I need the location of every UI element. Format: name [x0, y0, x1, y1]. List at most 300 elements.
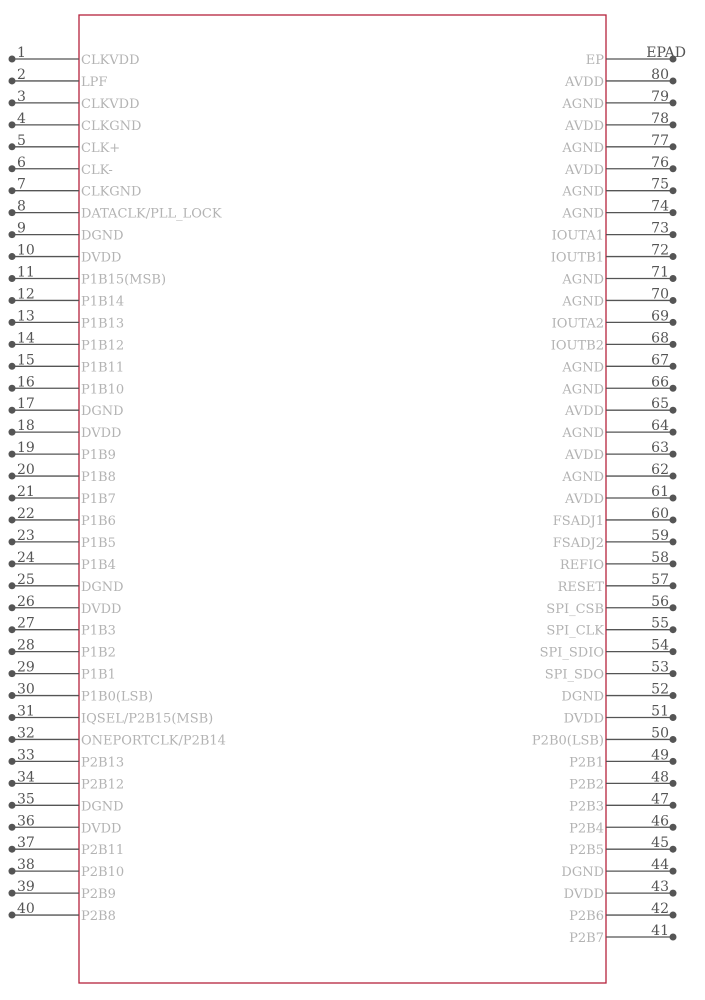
- pin-number: 19: [17, 440, 35, 457]
- pin-number: 75: [651, 176, 669, 193]
- pin-endpoint-dot: [9, 582, 16, 589]
- pin-name: CLK-: [81, 162, 113, 178]
- pin-name: DVDD: [81, 601, 122, 617]
- pin-number: 34: [17, 769, 35, 786]
- pin-number: 53: [651, 659, 669, 676]
- right-pin: [551, 330, 677, 353]
- pin-name: DGND: [81, 404, 124, 420]
- pin-endpoint-dot: [9, 824, 16, 831]
- pin-number: 58: [651, 549, 669, 566]
- component-body: [79, 15, 606, 983]
- pin-endpoint-dot: [670, 451, 677, 458]
- pin-endpoint-dot: [670, 802, 677, 809]
- pin-number: 3: [17, 88, 26, 105]
- pin-number: 28: [17, 637, 35, 654]
- left-pin: [9, 901, 116, 924]
- left-pin: [9, 67, 108, 90]
- pin-name: AGND: [562, 96, 604, 112]
- pin-endpoint-dot: [670, 165, 677, 172]
- pin-name: AGND: [562, 206, 604, 222]
- pin-endpoint-dot: [670, 934, 677, 941]
- pin-endpoint-dot: [670, 758, 677, 765]
- pin-endpoint-dot: [9, 670, 16, 677]
- left-pin: [9, 462, 116, 485]
- pin-name: DVDD: [81, 250, 122, 266]
- left-pin: [9, 133, 121, 156]
- pin-name: DGND: [81, 228, 124, 244]
- pin-endpoint-dot: [9, 165, 16, 172]
- left-pin: [9, 725, 226, 748]
- left-pin: [9, 616, 116, 639]
- pin-number: 50: [651, 725, 669, 742]
- pin-name: P1B1: [81, 667, 116, 683]
- pin-number: 5: [17, 132, 26, 149]
- pin-name: P1B12: [81, 338, 125, 354]
- pin-name: P2B1: [569, 755, 604, 771]
- pin-number: 56: [651, 593, 669, 610]
- pin-number: 49: [651, 747, 669, 764]
- pin-name: CLK+: [81, 140, 121, 156]
- pin-endpoint-dot: [9, 385, 16, 392]
- pin-number: 30: [17, 681, 35, 698]
- right-pin: [564, 484, 676, 507]
- pin-endpoint-dot: [9, 341, 16, 348]
- pin-number: 66: [651, 374, 669, 391]
- right-pin: [561, 286, 676, 309]
- pin-endpoint-dot: [670, 846, 677, 853]
- left-pin: [9, 286, 125, 309]
- pin-endpoint-dot: [9, 780, 16, 787]
- pin-name: SPI_CSB: [546, 601, 604, 617]
- right-pin: [540, 638, 677, 661]
- pin-name: P2B4: [569, 821, 604, 837]
- pin-number: 42: [651, 901, 669, 918]
- pin-name: DVDD: [81, 821, 122, 837]
- pin-endpoint-dot: [9, 912, 16, 919]
- right-pin: [561, 462, 676, 485]
- pin-number: 41: [651, 923, 669, 939]
- pin-number: 10: [17, 242, 35, 259]
- pin-name: P1B4: [81, 557, 116, 573]
- pin-number: 43: [651, 879, 669, 896]
- pin-name: AGND: [562, 426, 604, 442]
- right-pin-group: [532, 45, 686, 946]
- pin-name: SPI_SDIO: [539, 645, 604, 661]
- pin-endpoint-dot: [670, 560, 677, 567]
- right-pin: [532, 725, 677, 748]
- pin-name: P2B3: [569, 799, 604, 815]
- pin-number: 61: [651, 484, 669, 500]
- pin-name: P1B11: [81, 360, 125, 376]
- right-pin: [551, 243, 677, 266]
- pin-number: 77: [651, 132, 669, 149]
- pin-name: DVDD: [563, 887, 604, 903]
- pin-number: 57: [651, 571, 669, 588]
- pin-endpoint-dot: [9, 846, 16, 853]
- pin-name: IOUTB2: [550, 338, 604, 354]
- pin-number: 1: [17, 45, 26, 61]
- right-pin: [564, 67, 676, 90]
- pin-name: P2B7: [569, 931, 604, 946]
- pin-name: DVDD: [81, 426, 122, 442]
- pin-number: 67: [651, 352, 669, 369]
- pin-name: P2B10: [81, 865, 125, 881]
- pin-name: DGND: [81, 579, 124, 595]
- right-pin: [561, 857, 676, 880]
- pin-number: 73: [651, 220, 669, 237]
- pin-endpoint-dot: [670, 297, 677, 304]
- pin-name: CLKGND: [81, 184, 142, 200]
- pin-name: P2B6: [569, 909, 604, 925]
- right-pin: [561, 89, 676, 112]
- left-pin: [9, 528, 116, 551]
- right-pin: [561, 352, 676, 375]
- left-pin: [9, 813, 122, 836]
- pin-endpoint-dot: [9, 560, 16, 567]
- pin-number: 45: [651, 835, 669, 852]
- right-pin: [586, 45, 686, 68]
- left-pin: [9, 155, 113, 178]
- pin-number: EPAD: [646, 45, 686, 61]
- pin-name: REFIO: [559, 557, 604, 573]
- pin-number: 4: [17, 110, 26, 127]
- pin-endpoint-dot: [670, 407, 677, 414]
- pin-name: AGND: [562, 294, 604, 310]
- pin-name: FSADJ1: [552, 513, 604, 529]
- right-pin: [564, 155, 676, 178]
- left-pin: [9, 594, 122, 617]
- pin-name: DGND: [561, 865, 604, 881]
- pin-endpoint-dot: [9, 363, 16, 370]
- pin-endpoint-dot: [9, 802, 16, 809]
- pin-number: 15: [17, 352, 35, 369]
- pin-name: P1B10: [81, 382, 125, 398]
- pin-number: 44: [651, 857, 669, 874]
- pin-name: AGND: [562, 272, 604, 288]
- pin-endpoint-dot: [9, 451, 16, 458]
- pin-number: 52: [651, 681, 669, 698]
- pin-name: AVDD: [565, 162, 604, 178]
- right-pin: [546, 594, 676, 617]
- pin-number: 60: [651, 505, 669, 522]
- pin-number: 14: [17, 330, 35, 347]
- pin-endpoint-dot: [670, 99, 677, 106]
- pin-endpoint-dot: [9, 253, 16, 260]
- pin-number: 33: [17, 747, 35, 764]
- left-pin: [9, 221, 124, 244]
- pin-endpoint-dot: [670, 582, 677, 589]
- pin-name: P2B9: [81, 887, 116, 903]
- pin-number: 26: [17, 593, 35, 610]
- left-pin: [9, 308, 125, 331]
- pin-number: 79: [651, 88, 669, 105]
- left-pin: [9, 352, 125, 375]
- left-pin: [9, 199, 222, 222]
- pin-name: P1B14: [81, 294, 125, 310]
- pin-endpoint-dot: [9, 890, 16, 897]
- pin-number: 51: [651, 703, 669, 720]
- left-pin: [9, 45, 140, 68]
- pin-endpoint-dot: [670, 253, 677, 260]
- pin-endpoint-dot: [9, 495, 16, 502]
- pin-name: AVDD: [565, 404, 604, 420]
- pin-number: 47: [651, 791, 669, 808]
- right-pin: [569, 813, 676, 836]
- pin-number: 17: [17, 396, 35, 413]
- pin-name: P2B0(LSB): [531, 733, 604, 749]
- left-pin: [9, 857, 125, 880]
- pin-name: CLKVDD: [81, 96, 140, 112]
- pin-endpoint-dot: [9, 758, 16, 765]
- pin-name: P1B7: [81, 492, 116, 507]
- pin-name: AGND: [562, 360, 604, 376]
- pin-endpoint-dot: [670, 626, 677, 633]
- pin-number: 12: [17, 286, 35, 303]
- pin-endpoint-dot: [670, 143, 677, 150]
- pin-number: 23: [17, 527, 35, 544]
- pin-number: 39: [17, 879, 35, 896]
- pin-name: P1B0(LSB): [81, 689, 154, 705]
- pin-name: P2B13: [81, 755, 125, 771]
- pin-name: P1B8: [81, 470, 116, 486]
- pin-endpoint-dot: [670, 231, 677, 238]
- left-pin-group: [9, 45, 226, 924]
- pin-endpoint-dot: [670, 275, 677, 282]
- pin-number: 18: [17, 418, 35, 435]
- pin-endpoint-dot: [9, 692, 16, 699]
- pin-endpoint-dot: [9, 714, 16, 721]
- pin-number: 35: [17, 791, 35, 808]
- pin-endpoint-dot: [670, 538, 677, 545]
- pin-endpoint-dot: [670, 429, 677, 436]
- right-pin: [569, 791, 676, 814]
- pin-endpoint-dot: [670, 319, 677, 326]
- right-pin: [561, 133, 676, 156]
- pin-endpoint-dot: [670, 692, 677, 699]
- pin-name: AVDD: [565, 492, 604, 507]
- pin-number: 29: [17, 659, 35, 676]
- pin-name: DGND: [561, 689, 604, 705]
- pin-name: AVDD: [565, 448, 604, 464]
- left-pin: [9, 243, 122, 266]
- pin-endpoint-dot: [9, 538, 16, 545]
- pin-name: FSADJ2: [552, 535, 604, 551]
- pin-name: P2B2: [569, 777, 604, 793]
- pin-name: P1B13: [81, 316, 125, 332]
- pin-endpoint-dot: [9, 626, 16, 633]
- pin-name: AGND: [562, 140, 604, 156]
- pin-number: 25: [17, 571, 35, 588]
- pin-endpoint-dot: [9, 99, 16, 106]
- pin-name: RESET: [557, 579, 604, 595]
- right-pin: [553, 528, 677, 551]
- pin-number: 24: [17, 549, 35, 566]
- right-pin: [560, 550, 677, 573]
- pin-number: 37: [17, 835, 35, 852]
- pin-endpoint-dot: [9, 604, 16, 611]
- pin-name: AVDD: [565, 74, 604, 90]
- pin-name: IOUTA2: [551, 316, 604, 332]
- pin-number: 71: [651, 264, 669, 281]
- pin-endpoint-dot: [670, 890, 677, 897]
- right-pin: [558, 572, 677, 595]
- pin-endpoint-dot: [670, 516, 677, 523]
- pin-name: SPI_CLK: [546, 623, 604, 639]
- pin-number: 65: [651, 396, 669, 413]
- pin-number: 72: [651, 242, 669, 259]
- pin-number: 55: [651, 615, 669, 632]
- left-pin: [9, 747, 125, 770]
- pin-number: 64: [651, 418, 669, 435]
- left-pin: [9, 506, 116, 529]
- pin-endpoint-dot: [670, 473, 677, 480]
- right-pin: [564, 396, 676, 419]
- right-pin: [561, 374, 676, 397]
- pin-name: CLKVDD: [81, 53, 140, 68]
- left-pin: [9, 374, 125, 397]
- pin-number: 32: [17, 725, 35, 742]
- pin-endpoint-dot: [9, 407, 16, 414]
- right-pin: [553, 506, 677, 529]
- pin-name: P1B3: [81, 623, 116, 639]
- pin-number: 70: [651, 286, 669, 303]
- pin-endpoint-dot: [9, 516, 16, 523]
- pin-number: 16: [17, 374, 35, 391]
- left-pin: [9, 660, 116, 683]
- pin-name: IQSEL/P2B15(MSB): [81, 711, 214, 727]
- pin-number: 62: [651, 462, 669, 479]
- right-pin: [564, 879, 677, 902]
- pin-endpoint-dot: [670, 187, 677, 194]
- pin-number: 6: [17, 154, 26, 171]
- left-pin: [9, 484, 116, 507]
- pin-number: 2: [17, 66, 26, 83]
- left-pin: [9, 89, 140, 112]
- pin-name: AGND: [562, 382, 604, 398]
- pin-number: 7: [17, 176, 26, 193]
- pin-name: AGND: [562, 184, 604, 200]
- pin-endpoint-dot: [670, 714, 677, 721]
- pin-number: 8: [17, 198, 26, 215]
- pin-name: P2B12: [81, 777, 125, 793]
- pin-number: 9: [17, 220, 26, 237]
- pin-endpoint-dot: [670, 912, 677, 919]
- pin-endpoint-dot: [670, 341, 677, 348]
- pin-number: 59: [651, 527, 669, 544]
- pin-name: P2B11: [81, 843, 125, 859]
- pin-name: P1B15(MSB): [81, 272, 167, 288]
- pin-number: 78: [651, 110, 669, 127]
- pin-endpoint-dot: [9, 736, 16, 743]
- pin-endpoint-dot: [9, 275, 16, 282]
- pin-number: 54: [651, 637, 669, 654]
- pin-endpoint-dot: [9, 143, 16, 150]
- pin-name: P1B2: [81, 645, 116, 661]
- left-pin: [9, 769, 125, 792]
- pin-endpoint-dot: [670, 385, 677, 392]
- pin-endpoint-dot: [670, 121, 677, 128]
- pin-number: 36: [17, 813, 35, 830]
- pin-name: AVDD: [565, 118, 604, 134]
- pin-name: P1B5: [81, 535, 116, 551]
- pin-name: DATACLK/PLL_LOCK: [81, 206, 222, 222]
- pin-endpoint-dot: [670, 77, 677, 84]
- pin-name: P1B6: [81, 513, 116, 529]
- pin-number: 68: [651, 330, 669, 347]
- left-pin: [9, 682, 154, 705]
- pin-number: 31: [17, 703, 35, 720]
- pin-name: P2B8: [81, 909, 116, 925]
- right-pin: [564, 704, 677, 727]
- left-pin: [9, 835, 125, 858]
- left-pin: [9, 396, 124, 419]
- pin-name: ONEPORTCLK/P2B14: [81, 733, 226, 749]
- pin-name: EP: [585, 53, 604, 68]
- left-pin: [9, 791, 124, 814]
- pin-endpoint-dot: [9, 121, 16, 128]
- right-pin: [569, 901, 676, 924]
- left-pin: [9, 638, 116, 661]
- pin-endpoint-dot: [9, 56, 16, 63]
- pin-endpoint-dot: [9, 231, 16, 238]
- pin-number: 13: [17, 308, 35, 325]
- left-pin: [9, 879, 116, 902]
- pin-number: 76: [651, 154, 669, 171]
- left-pin: [9, 550, 116, 573]
- pin-name: AGND: [562, 470, 604, 486]
- pin-name: CLKGND: [81, 118, 142, 134]
- pin-endpoint-dot: [670, 363, 677, 370]
- pin-endpoint-dot: [670, 209, 677, 216]
- right-pin: [564, 440, 676, 463]
- pin-name: P2B5: [569, 843, 604, 859]
- pin-number: 20: [17, 462, 35, 479]
- left-pin: [9, 111, 142, 134]
- pin-name: IOUTB1: [550, 250, 604, 266]
- pin-endpoint-dot: [9, 868, 16, 875]
- right-pin: [569, 923, 676, 946]
- pin-number: 63: [651, 440, 669, 457]
- pin-endpoint-dot: [9, 319, 16, 326]
- pin-number: 46: [651, 813, 669, 830]
- right-pin: [561, 682, 676, 705]
- right-pin: [552, 308, 677, 331]
- pin-name: IOUTA1: [551, 228, 604, 244]
- pin-number: 38: [17, 857, 35, 874]
- left-pin: [9, 265, 167, 288]
- pin-endpoint-dot: [9, 297, 16, 304]
- pin-endpoint-dot: [670, 670, 677, 677]
- pin-endpoint-dot: [9, 77, 16, 84]
- pin-number: 27: [17, 615, 35, 632]
- pin-number: 21: [17, 484, 35, 500]
- pin-number: 80: [651, 66, 669, 83]
- right-pin: [569, 747, 676, 770]
- pin-number: 74: [651, 198, 669, 215]
- right-pin: [564, 111, 676, 134]
- pin-endpoint-dot: [9, 209, 16, 216]
- pin-name: DGND: [81, 799, 124, 815]
- right-pin: [561, 418, 676, 441]
- pin-endpoint-dot: [670, 868, 677, 875]
- pin-number: 22: [17, 505, 35, 522]
- right-pin: [569, 769, 676, 792]
- pin-endpoint-dot: [670, 824, 677, 831]
- pin-endpoint-dot: [670, 736, 677, 743]
- right-pin: [569, 835, 676, 858]
- right-pin: [552, 221, 677, 244]
- pin-endpoint-dot: [670, 495, 677, 502]
